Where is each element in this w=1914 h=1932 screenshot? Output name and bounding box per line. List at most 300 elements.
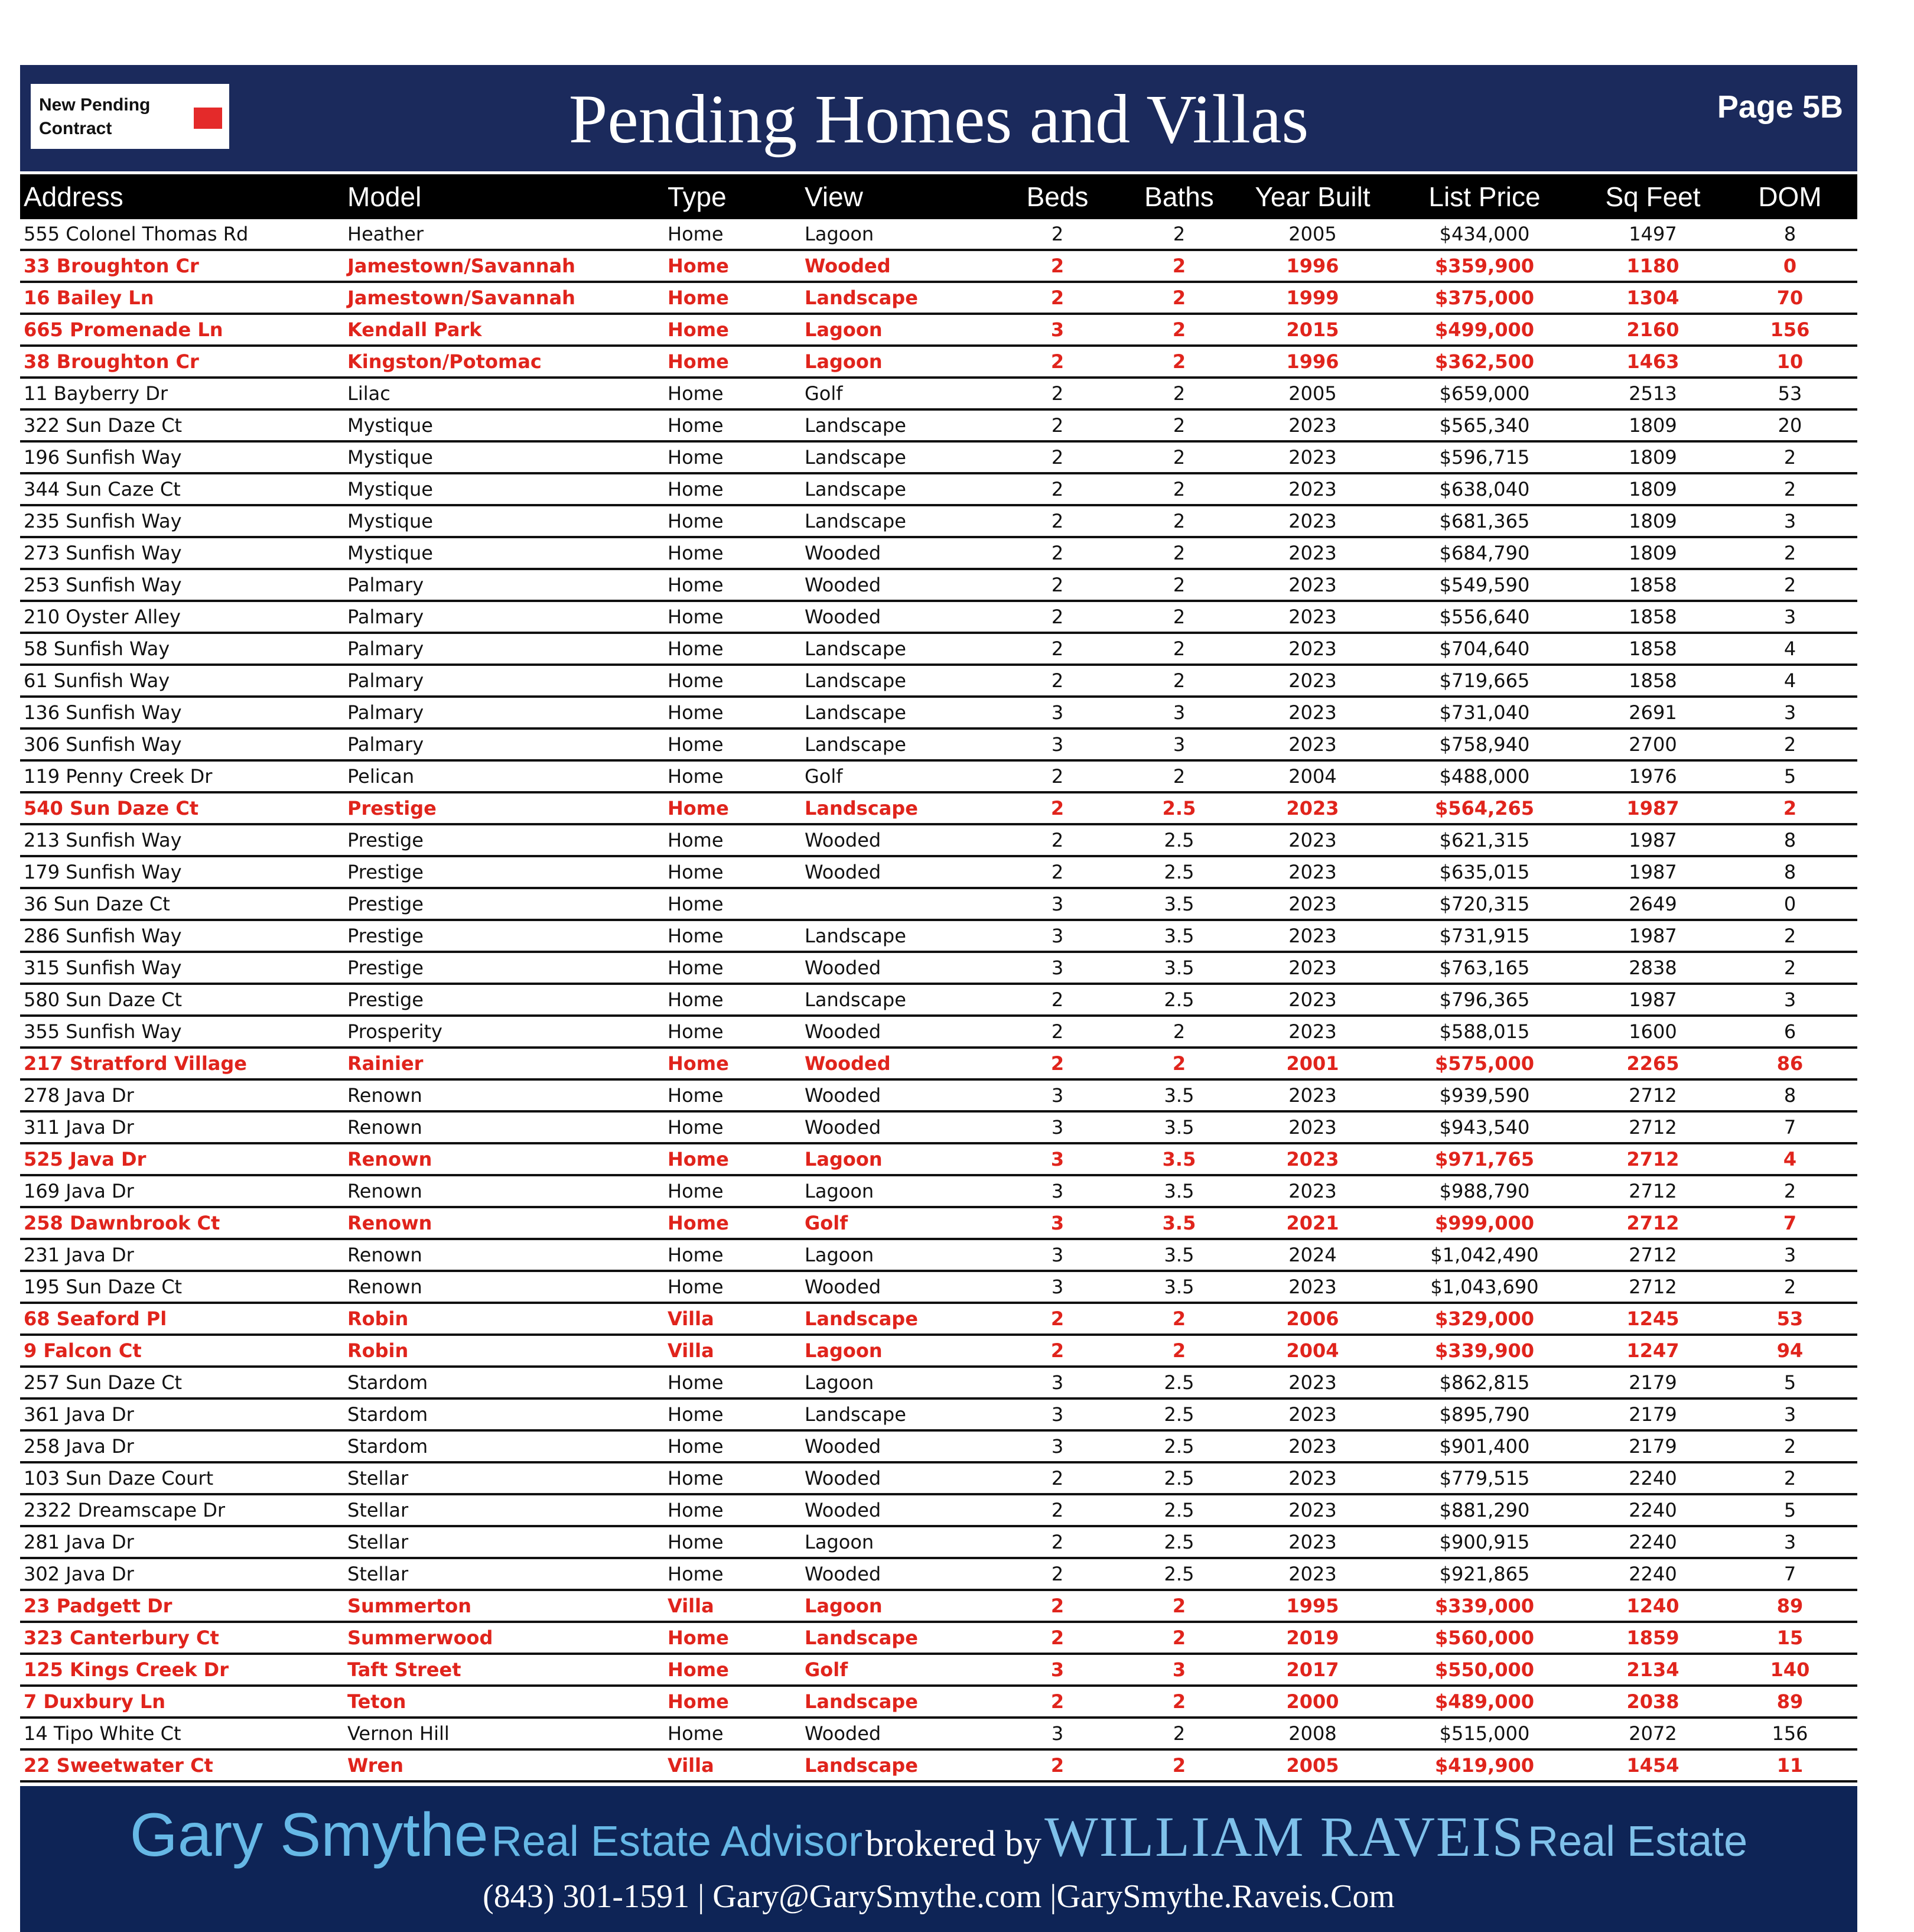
cell-list-price: $359,900	[1386, 250, 1583, 282]
cell-type: Home	[664, 1239, 801, 1271]
cell-type: Home	[664, 824, 801, 856]
cell-baths: 2	[1119, 505, 1239, 537]
cell-dom: 156	[1723, 1718, 1857, 1749]
cell-baths: 2	[1119, 378, 1239, 409]
table-row	[20, 1462, 1857, 1494]
cell-dom: 11	[1723, 1749, 1857, 1781]
cell-view: Landscape	[801, 1303, 996, 1335]
cell-type: Home	[664, 952, 801, 984]
cell-list-price: $489,000	[1386, 1686, 1583, 1718]
table-row	[20, 601, 1857, 633]
cell-year-built: 2000	[1239, 1686, 1386, 1718]
cell-dom: 53	[1723, 1303, 1857, 1335]
cell-type: Home	[664, 282, 801, 314]
cell-view: Lagoon	[801, 1239, 996, 1271]
column-header-model: Model	[344, 174, 664, 219]
cell-beds: 2	[996, 601, 1119, 633]
cell-sq-feet: 2240	[1583, 1462, 1723, 1494]
cell-year-built: 1999	[1239, 282, 1386, 314]
cell-list-price: $862,815	[1386, 1367, 1583, 1398]
table-row	[20, 569, 1857, 601]
cell-list-price: $796,365	[1386, 984, 1583, 1016]
table-row	[20, 1079, 1857, 1111]
cell-year-built: 2023	[1239, 856, 1386, 888]
cell-model: Renown	[344, 1207, 664, 1239]
cell-model: Stellar	[344, 1462, 664, 1494]
cell-beds: 2	[996, 665, 1119, 697]
cell-dom: 8	[1723, 824, 1857, 856]
cell-beds: 2	[996, 856, 1119, 888]
cell-dom: 89	[1723, 1590, 1857, 1622]
cell-view: Lagoon	[801, 1367, 996, 1398]
cell-beds: 2	[996, 1048, 1119, 1079]
cell-year-built: 2008	[1239, 1718, 1386, 1749]
table-row	[20, 665, 1857, 697]
cell-list-price: $921,865	[1386, 1558, 1583, 1590]
cell-type: Home	[664, 219, 801, 250]
cell-address: 196 Sunfish Way	[20, 441, 344, 473]
cell-list-price: $550,000	[1386, 1654, 1583, 1686]
table-row	[20, 1526, 1857, 1558]
cell-beds: 3	[996, 1207, 1119, 1239]
cell-baths: 2.5	[1119, 856, 1239, 888]
cell-view: Golf	[801, 1207, 996, 1239]
cell-baths: 2.5	[1119, 1494, 1239, 1526]
cell-type: Home	[664, 409, 801, 441]
cell-sq-feet: 2712	[1583, 1271, 1723, 1303]
cell-view: Wooded	[801, 537, 996, 569]
cell-beds: 2	[996, 1303, 1119, 1335]
table-row-pending	[20, 1207, 1857, 1239]
brokerage-name: WILLIAM RAVEIS	[1044, 1805, 1525, 1868]
cell-list-price: $1,042,490	[1386, 1239, 1583, 1271]
cell-view: Landscape	[801, 1398, 996, 1430]
cell-list-price: $339,000	[1386, 1590, 1583, 1622]
cell-beds: 3	[996, 1718, 1119, 1749]
cell-type: Home	[664, 1271, 801, 1303]
cell-type: Home	[664, 697, 801, 728]
cell-year-built: 2023	[1239, 1367, 1386, 1398]
cell-list-price: $720,315	[1386, 888, 1583, 920]
cell-baths: 2	[1119, 1335, 1239, 1367]
cell-address: 9 Falcon Ct	[20, 1335, 344, 1367]
cell-type: Home	[664, 984, 801, 1016]
cell-sq-feet: 1497	[1583, 219, 1723, 250]
cell-view: Wooded	[801, 1048, 996, 1079]
cell-model: Mystique	[344, 505, 664, 537]
cell-year-built: 2023	[1239, 633, 1386, 665]
brokered-by-text: brokered by	[865, 1824, 1041, 1864]
cell-address: 555 Colonel Thomas Rd	[20, 219, 344, 250]
cell-year-built: 2023	[1239, 473, 1386, 505]
table-row	[20, 537, 1857, 569]
cell-baths: 3	[1119, 697, 1239, 728]
cell-view: Wooded	[801, 1111, 996, 1143]
cell-type: Home	[664, 1494, 801, 1526]
cell-view: Landscape	[801, 633, 996, 665]
cell-dom: 2	[1723, 473, 1857, 505]
cell-type: Home	[664, 888, 801, 920]
table-row	[20, 1175, 1857, 1207]
cell-year-built: 2023	[1239, 1143, 1386, 1175]
cell-baths: 2	[1119, 250, 1239, 282]
cell-type: Home	[664, 569, 801, 601]
cell-baths: 3.5	[1119, 1143, 1239, 1175]
cell-view: Wooded	[801, 1430, 996, 1462]
cell-type: Home	[664, 441, 801, 473]
cell-sq-feet: 1987	[1583, 792, 1723, 824]
cell-model: Prestige	[344, 920, 664, 952]
cell-beds: 3	[996, 1239, 1119, 1271]
cell-dom: 5	[1723, 1494, 1857, 1526]
cell-model: Palmary	[344, 569, 664, 601]
cell-dom: 94	[1723, 1335, 1857, 1367]
cell-address: 323 Canterbury Ct	[20, 1622, 344, 1654]
cell-list-price: $1,043,690	[1386, 1271, 1583, 1303]
cell-address: 258 Java Dr	[20, 1430, 344, 1462]
cell-type: Home	[664, 346, 801, 378]
cell-baths: 2.5	[1119, 1367, 1239, 1398]
cell-model: Lilac	[344, 378, 664, 409]
cell-dom: 8	[1723, 856, 1857, 888]
cell-baths: 3.5	[1119, 1111, 1239, 1143]
cell-year-built: 2023	[1239, 601, 1386, 633]
cell-sq-feet: 1240	[1583, 1590, 1723, 1622]
footer-banner	[20, 1786, 1857, 1932]
cell-sq-feet: 1600	[1583, 1016, 1723, 1048]
cell-model: Stellar	[344, 1494, 664, 1526]
cell-address: 33 Broughton Cr	[20, 250, 344, 282]
cell-model: Renown	[344, 1175, 664, 1207]
cell-sq-feet: 1987	[1583, 984, 1723, 1016]
cell-type: Home	[664, 601, 801, 633]
cell-view: Wooded	[801, 1462, 996, 1494]
cell-type: Villa	[664, 1590, 801, 1622]
cell-address: 361 Java Dr	[20, 1398, 344, 1430]
cell-baths: 2	[1119, 1622, 1239, 1654]
cell-model: Rainier	[344, 1048, 664, 1079]
agent-role: Real Estate Advisor	[491, 1818, 863, 1865]
cell-list-price: $763,165	[1386, 952, 1583, 984]
table-row	[20, 1398, 1857, 1430]
cell-baths: 3.5	[1119, 888, 1239, 920]
table-row	[20, 505, 1857, 537]
cell-dom: 8	[1723, 1079, 1857, 1111]
cell-type: Home	[664, 792, 801, 824]
cell-baths: 2.5	[1119, 1558, 1239, 1590]
cell-view: Landscape	[801, 728, 996, 760]
cell-baths: 3.5	[1119, 1079, 1239, 1111]
table-row	[20, 952, 1857, 984]
cell-beds: 3	[996, 952, 1119, 984]
cell-dom: 3	[1723, 505, 1857, 537]
cell-dom: 10	[1723, 346, 1857, 378]
cell-sq-feet: 1809	[1583, 505, 1723, 537]
cell-sq-feet: 2712	[1583, 1207, 1723, 1239]
cell-type: Home	[664, 1048, 801, 1079]
column-header-baths: Baths	[1119, 174, 1239, 219]
cell-model: Wren	[344, 1749, 664, 1781]
cell-model: Stardom	[344, 1430, 664, 1462]
cell-view: Lagoon	[801, 1175, 996, 1207]
cell-list-price: $434,000	[1386, 219, 1583, 250]
cell-model: Robin	[344, 1303, 664, 1335]
cell-list-price: $731,915	[1386, 920, 1583, 952]
cell-model: Renown	[344, 1111, 664, 1143]
cell-type: Home	[664, 665, 801, 697]
cell-beds: 2	[996, 633, 1119, 665]
cell-model: Teton	[344, 1686, 664, 1718]
cell-baths: 3.5	[1119, 952, 1239, 984]
cell-model: Jamestown/Savannah	[344, 250, 664, 282]
cell-dom: 3	[1723, 984, 1857, 1016]
cell-sq-feet: 1304	[1583, 282, 1723, 314]
cell-sq-feet: 1809	[1583, 473, 1723, 505]
table-row	[20, 984, 1857, 1016]
cell-dom: 156	[1723, 314, 1857, 346]
cell-view: Wooded	[801, 1494, 996, 1526]
cell-view: Wooded	[801, 824, 996, 856]
cell-baths: 2	[1119, 1718, 1239, 1749]
cell-list-price: $939,590	[1386, 1079, 1583, 1111]
table-row	[20, 1430, 1857, 1462]
table-row	[20, 1718, 1857, 1749]
cell-baths: 2.5	[1119, 1526, 1239, 1558]
cell-type: Home	[664, 1718, 801, 1749]
cell-baths: 2.5	[1119, 984, 1239, 1016]
cell-address: 210 Oyster Alley	[20, 601, 344, 633]
cell-beds: 2	[996, 760, 1119, 792]
cell-list-price: $375,000	[1386, 282, 1583, 314]
cell-dom: 2	[1723, 1175, 1857, 1207]
cell-view	[801, 888, 996, 920]
cell-year-built: 2017	[1239, 1654, 1386, 1686]
table-row	[20, 1016, 1857, 1048]
cell-list-price: $575,000	[1386, 1048, 1583, 1079]
table-row	[20, 1494, 1857, 1526]
cell-type: Home	[664, 1175, 801, 1207]
cell-type: Home	[664, 473, 801, 505]
cell-baths: 2.5	[1119, 1398, 1239, 1430]
cell-baths: 2	[1119, 569, 1239, 601]
cell-type: Home	[664, 633, 801, 665]
column-header-beds: Beds	[996, 174, 1119, 219]
cell-model: Vernon Hill	[344, 1718, 664, 1749]
cell-model: Prestige	[344, 856, 664, 888]
cell-list-price: $900,915	[1386, 1526, 1583, 1558]
cell-model: Prosperity	[344, 1016, 664, 1048]
cell-list-price: $588,015	[1386, 1016, 1583, 1048]
cell-address: 169 Java Dr	[20, 1175, 344, 1207]
cell-baths: 3	[1119, 1654, 1239, 1686]
cell-beds: 3	[996, 1654, 1119, 1686]
cell-baths: 2	[1119, 537, 1239, 569]
cell-dom: 5	[1723, 760, 1857, 792]
cell-view: Lagoon	[801, 1143, 996, 1175]
table-body	[20, 219, 1857, 1781]
cell-sq-feet: 1987	[1583, 920, 1723, 952]
column-header-list-price: List Price	[1386, 174, 1583, 219]
cell-sq-feet: 2160	[1583, 314, 1723, 346]
cell-beds: 2	[996, 1558, 1119, 1590]
table-row-pending	[20, 1048, 1857, 1079]
cell-view: Landscape	[801, 505, 996, 537]
table-row	[20, 856, 1857, 888]
cell-beds: 2	[996, 1494, 1119, 1526]
cell-model: Renown	[344, 1143, 664, 1175]
cell-beds: 2	[996, 1590, 1119, 1622]
cell-year-built: 2023	[1239, 505, 1386, 537]
cell-beds: 2	[996, 569, 1119, 601]
cell-list-price: $565,340	[1386, 409, 1583, 441]
cell-address: 278 Java Dr	[20, 1079, 344, 1111]
cell-view: Wooded	[801, 1558, 996, 1590]
cell-model: Prestige	[344, 952, 664, 984]
cell-view: Landscape	[801, 473, 996, 505]
cell-dom: 2	[1723, 728, 1857, 760]
cell-year-built: 2023	[1239, 888, 1386, 920]
cell-sq-feet: 2134	[1583, 1654, 1723, 1686]
cell-dom: 8	[1723, 219, 1857, 250]
cell-baths: 2	[1119, 441, 1239, 473]
cell-dom: 2	[1723, 569, 1857, 601]
cell-sq-feet: 2712	[1583, 1111, 1723, 1143]
cell-dom: 2	[1723, 1271, 1857, 1303]
cell-beds: 2	[996, 441, 1119, 473]
cell-address: 213 Sunfish Way	[20, 824, 344, 856]
cell-sq-feet: 1454	[1583, 1749, 1723, 1781]
cell-sq-feet: 1809	[1583, 409, 1723, 441]
cell-year-built: 2023	[1239, 952, 1386, 984]
cell-view: Wooded	[801, 250, 996, 282]
cell-view: Golf	[801, 378, 996, 409]
table-row-pending	[20, 1686, 1857, 1718]
cell-baths: 3.5	[1119, 1175, 1239, 1207]
cell-sq-feet: 2649	[1583, 888, 1723, 920]
cell-sq-feet: 2700	[1583, 728, 1723, 760]
cell-beds: 2	[996, 1749, 1119, 1781]
cell-type: Home	[664, 1558, 801, 1590]
cell-dom: 3	[1723, 697, 1857, 728]
cell-address: 179 Sunfish Way	[20, 856, 344, 888]
cell-model: Pelican	[344, 760, 664, 792]
cell-baths: 2.5	[1119, 1462, 1239, 1494]
cell-list-price: $943,540	[1386, 1111, 1583, 1143]
cell-view: Landscape	[801, 792, 996, 824]
cell-list-price: $704,640	[1386, 633, 1583, 665]
cell-type: Home	[664, 728, 801, 760]
cell-model: Mystique	[344, 537, 664, 569]
cell-year-built: 2019	[1239, 1622, 1386, 1654]
cell-type: Home	[664, 1462, 801, 1494]
cell-address: 125 Kings Creek Dr	[20, 1654, 344, 1686]
table-row-pending	[20, 1590, 1857, 1622]
table-row	[20, 697, 1857, 728]
cell-view: Landscape	[801, 1686, 996, 1718]
cell-sq-feet: 1858	[1583, 569, 1723, 601]
cell-view: Golf	[801, 760, 996, 792]
cell-beds: 3	[996, 1430, 1119, 1462]
cell-sq-feet: 1987	[1583, 824, 1723, 856]
cell-beds: 3	[996, 1143, 1119, 1175]
cell-view: Lagoon	[801, 1590, 996, 1622]
cell-year-built: 2023	[1239, 697, 1386, 728]
cell-address: 68 Seaford Pl	[20, 1303, 344, 1335]
cell-beds: 2	[996, 537, 1119, 569]
table-row-pending	[20, 792, 1857, 824]
cell-address: 61 Sunfish Way	[20, 665, 344, 697]
cell-model: Prestige	[344, 824, 664, 856]
cell-list-price: $881,290	[1386, 1494, 1583, 1526]
cell-list-price: $564,265	[1386, 792, 1583, 824]
cell-baths: 3.5	[1119, 1239, 1239, 1271]
cell-baths: 2	[1119, 601, 1239, 633]
cell-model: Mystique	[344, 441, 664, 473]
cell-year-built: 2021	[1239, 1207, 1386, 1239]
cell-beds: 2	[996, 1526, 1119, 1558]
cell-beds: 2	[996, 984, 1119, 1016]
table-row	[20, 1558, 1857, 1590]
cell-baths: 2.5	[1119, 1430, 1239, 1462]
cell-beds: 2	[996, 1686, 1119, 1718]
cell-model: Stardom	[344, 1398, 664, 1430]
cell-type: Villa	[664, 1303, 801, 1335]
cell-baths: 2	[1119, 760, 1239, 792]
cell-year-built: 2005	[1239, 219, 1386, 250]
cell-beds: 3	[996, 697, 1119, 728]
cell-address: 2322 Dreamscape Dr	[20, 1494, 344, 1526]
cell-view: Landscape	[801, 1622, 996, 1654]
table-row	[20, 1367, 1857, 1398]
cell-list-price: $681,365	[1386, 505, 1583, 537]
cell-type: Home	[664, 1430, 801, 1462]
cell-dom: 4	[1723, 633, 1857, 665]
cell-address: 22 Sweetwater Ct	[20, 1749, 344, 1781]
cell-beds: 3	[996, 1111, 1119, 1143]
cell-address: 286 Sunfish Way	[20, 920, 344, 952]
cell-dom: 20	[1723, 409, 1857, 441]
cell-year-built: 2023	[1239, 1430, 1386, 1462]
cell-list-price: $515,000	[1386, 1718, 1583, 1749]
cell-year-built: 2023	[1239, 1271, 1386, 1303]
cell-sq-feet: 2240	[1583, 1558, 1723, 1590]
cell-baths: 3.5	[1119, 920, 1239, 952]
cell-address: 281 Java Dr	[20, 1526, 344, 1558]
cell-address: 525 Java Dr	[20, 1143, 344, 1175]
cell-beds: 2	[996, 1335, 1119, 1367]
table-row-pending	[20, 1303, 1857, 1335]
cell-beds: 3	[996, 920, 1119, 952]
cell-beds: 2	[996, 219, 1119, 250]
table-row	[20, 1239, 1857, 1271]
cell-type: Home	[664, 920, 801, 952]
cell-dom: 2	[1723, 1462, 1857, 1494]
cell-dom: 2	[1723, 1430, 1857, 1462]
cell-dom: 7	[1723, 1207, 1857, 1239]
cell-year-built: 2023	[1239, 1462, 1386, 1494]
cell-view: Lagoon	[801, 1335, 996, 1367]
table-row	[20, 824, 1857, 856]
cell-year-built: 2023	[1239, 728, 1386, 760]
cell-year-built: 2005	[1239, 1749, 1386, 1781]
cell-list-price: $339,900	[1386, 1335, 1583, 1367]
cell-sq-feet: 1809	[1583, 537, 1723, 569]
cell-sq-feet: 2712	[1583, 1239, 1723, 1271]
cell-sq-feet: 1859	[1583, 1622, 1723, 1654]
cell-sq-feet: 1987	[1583, 856, 1723, 888]
cell-dom: 7	[1723, 1111, 1857, 1143]
cell-type: Home	[664, 1111, 801, 1143]
